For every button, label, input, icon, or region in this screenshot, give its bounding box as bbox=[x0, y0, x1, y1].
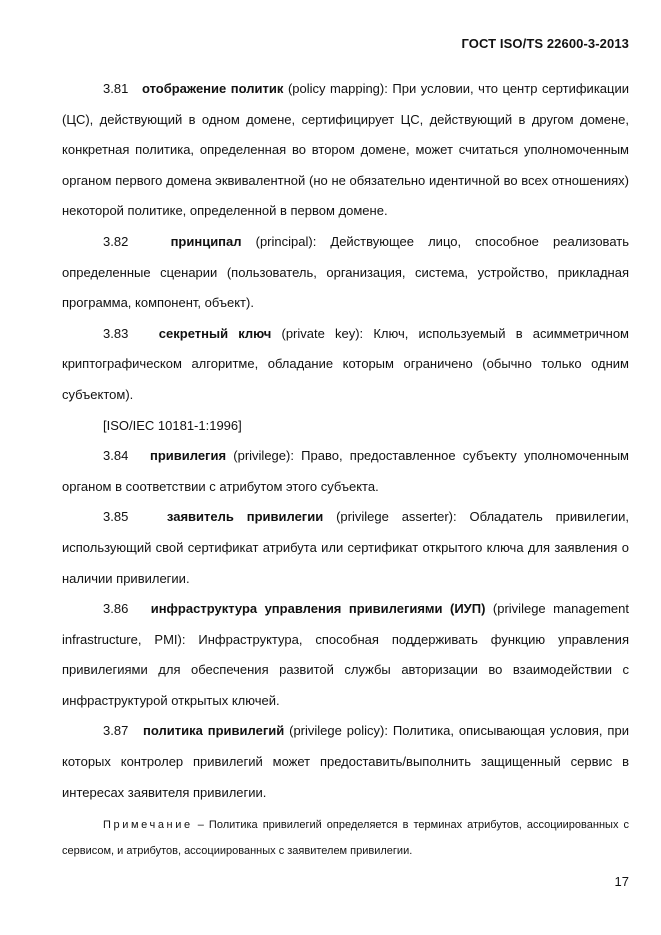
note-text: – Политика привилегий определяется в терминах атрибутов, ассоциированных с сервисом, и атрибутов, ассоциированных с заявителем привилегии. bbox=[62, 819, 630, 858]
entry-term: политика привилегий bbox=[143, 723, 285, 739]
entry-text: (policy mapping): При условии, что центр сертификации (ЦС), действующий в одном домене, сертифицирует ЦС, действующий в другом домене, конкретная политика, определенная во втором домене, может считаться уполномоченным органом первого домена эквивалентной (но не обязательно идентичной во всех отношениях) некоторой политике, определенной в первом домене. bbox=[62, 81, 629, 219]
source-reference: [ISO/IEC 10181-1:1996] bbox=[103, 417, 242, 433]
document-header: ГОСТ ISO/TS 22600-3-2013 bbox=[461, 36, 629, 51]
definition-3-85 bbox=[62, 502, 629, 594]
entry-number: 3.85 bbox=[103, 509, 129, 525]
entry-text: (privilege management infrastructure, PMI): Инфраструктура, способная поддерживать функцию управления привилегиями для обеспечения развитой службы авторизации во взаимодействии с инфраструктурой открытых ключей. bbox=[62, 601, 629, 708]
note-label: Примечание bbox=[103, 819, 193, 832]
entry-text: (privilege policy): Политика, описывающая условия, при которых контролер привилегий может предоставить/выполнить защищенный сервис в интересах заявителя привилегии. bbox=[62, 723, 629, 800]
entry-number: 3.84 bbox=[103, 448, 129, 464]
note bbox=[62, 812, 629, 864]
entry-term: инфраструктура управления привилегиями (ИУП) bbox=[150, 601, 486, 617]
entry-number: 3.86 bbox=[103, 601, 129, 617]
definition-3-84 bbox=[62, 441, 629, 502]
definition-3-86 bbox=[62, 594, 629, 716]
entry-term: секретный ключ bbox=[158, 325, 272, 341]
page-number: 17 bbox=[614, 874, 629, 889]
entry-number: 3.83 bbox=[103, 325, 129, 341]
entry-text: (private key): Ключ, используемый в асимметричном криптографическом алгоритме, обладание которым ограничено (обычно только одним субъектом). bbox=[62, 325, 629, 402]
entry-term: отображение политик bbox=[141, 81, 284, 96]
entry-term: привилегия bbox=[149, 448, 227, 464]
definition-3-83 bbox=[62, 319, 629, 411]
definition-3-82 bbox=[62, 227, 629, 319]
definition-3-87 bbox=[62, 716, 629, 808]
document-body bbox=[62, 74, 629, 864]
entry-number: 3.87 bbox=[103, 723, 129, 739]
entry-number: 3.82 bbox=[103, 233, 129, 249]
entry-term: принципал bbox=[170, 233, 242, 249]
entry-text: (principal): Действующее лицо, способное реализовать определенные сценарии (пользователь, организация, система, устройство, прикладная программа, компонент, объект). bbox=[62, 233, 629, 311]
entry-text: (privilege asserter): Обладатель привилегии, использующий свой сертификат атрибута или сертификат открытого ключа для заявления о наличии привилегии. bbox=[62, 509, 630, 586]
definition-3-81 bbox=[62, 74, 629, 227]
entry-number: 3.81 bbox=[103, 81, 129, 96]
entry-term: заявитель привилегии bbox=[166, 509, 324, 525]
entry-text: (privilege): Право, предоставленное субъекту уполномоченным органом в соответствии с атрибутом этого субъекта. bbox=[62, 448, 629, 494]
